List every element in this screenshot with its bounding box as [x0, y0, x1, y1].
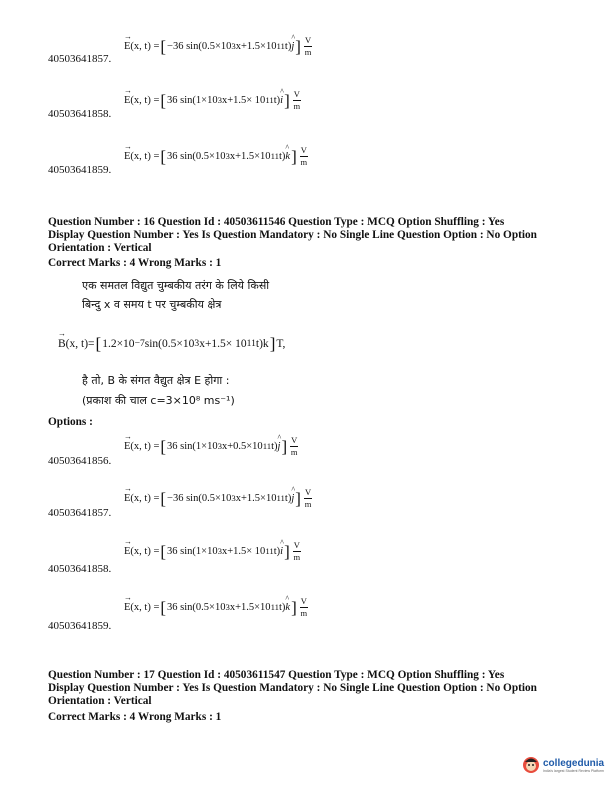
- q16-text-line2: बिन्दु x व समय t पर चुम्बकीय क्षेत्र: [82, 298, 222, 311]
- option-equation: [124, 541, 301, 561]
- option-equation: [124, 90, 301, 110]
- unit-fraction: [304, 36, 312, 56]
- unit-num: V: [304, 487, 312, 497]
- bracket-close: ]: [284, 541, 290, 561]
- unit-vector: ^ j: [291, 493, 294, 504]
- mid: x+1.5× 10: [221, 545, 266, 557]
- b-field-lhs: → B(x, t)=: [58, 338, 95, 350]
- tail: t): [273, 545, 281, 557]
- mid: x+1.5×10: [229, 601, 271, 613]
- bracket-open: [: [160, 436, 167, 456]
- coef: 36 sin(0.5×10: [167, 150, 226, 162]
- q16-meta-line1: Question Number : 16 Question Id : 40503611546 Question Type : MCQ Option Shuffling : Yes: [48, 216, 505, 228]
- e-field-lhs: → E(x, t) =: [124, 602, 159, 613]
- option-id[interactable]: 40503641859.: [48, 620, 112, 632]
- q16-text-line4: (प्रकाश की चाल c=3×10⁸ ms⁻¹): [82, 394, 235, 407]
- option-id[interactable]: 40503641859.: [48, 164, 112, 176]
- exp1: 3: [217, 95, 222, 105]
- bracket-close: ]: [281, 436, 288, 456]
- unit-vector: ^ k: [285, 602, 290, 613]
- option-id[interactable]: 40503641858.: [48, 563, 112, 575]
- option-equation: [124, 146, 308, 166]
- tail: t): [273, 94, 281, 106]
- q16-text-line1: एक समतल विद्युत चुम्बकीय तरंग के लिये किसी: [82, 279, 270, 292]
- tail: t): [284, 492, 292, 504]
- e-field-lhs: → E(x, t) =: [124, 493, 159, 504]
- collegedunia-logo: [522, 756, 604, 774]
- bracket-open: [: [160, 541, 167, 561]
- tail: t): [284, 40, 292, 52]
- option-equation: [124, 597, 308, 617]
- exp2: 11: [270, 602, 279, 612]
- option-equation: [124, 36, 312, 56]
- mid: x+1.5×10: [235, 492, 277, 504]
- exp2: 11: [270, 151, 279, 161]
- bracket-open: [: [160, 488, 167, 508]
- q16-meta-line2: Display Question Number : Yes Is Question Mandatory : No Single Line Question Option : No Option: [48, 229, 537, 241]
- unit-num: V: [293, 540, 300, 550]
- bracket-close: ]: [295, 488, 301, 508]
- b-field-equation: [58, 335, 285, 352]
- exp2: 11: [262, 441, 272, 451]
- option-id[interactable]: 40503641856.: [48, 455, 112, 467]
- unit-vector: ^ j: [278, 441, 281, 452]
- q16-meta-line3: Orientation : Vertical: [48, 242, 152, 254]
- exp1: 3: [231, 41, 236, 51]
- unit-fraction: [300, 597, 308, 617]
- coef: 36 sin(1×10: [167, 440, 218, 452]
- tail: t): [271, 440, 278, 452]
- unit-num: V: [300, 596, 307, 606]
- unit-den: m: [304, 46, 312, 57]
- unit-fraction: [293, 90, 301, 110]
- e-field-lhs: → E(x, t) =: [124, 41, 159, 52]
- tail: t): [279, 150, 286, 162]
- exp2: 11: [265, 546, 274, 556]
- exp1: 3: [231, 493, 236, 503]
- options-label: Options :: [48, 416, 93, 428]
- unit-den: m: [293, 100, 301, 111]
- unit-num: V: [291, 435, 298, 445]
- bracket-close: ]: [291, 146, 297, 166]
- q17-meta-line2: Display Question Number : Yes Is Question Mandatory : No Single Line Question Option : No Option: [48, 682, 537, 694]
- exp1: 3: [225, 602, 230, 612]
- unit-den: m: [300, 607, 308, 618]
- exp1: 3: [217, 441, 222, 451]
- e-field-lhs: → E(x, t) =: [124, 546, 159, 557]
- unit-vector: ^ j: [291, 41, 294, 52]
- unit-fraction: [293, 541, 301, 561]
- option-id[interactable]: 40503641858.: [48, 108, 112, 120]
- unit-den: m: [290, 446, 298, 457]
- unit-den: m: [293, 551, 301, 562]
- logo-text: collegedunia: [543, 757, 605, 769]
- unit-num: V: [300, 145, 307, 155]
- q17-marks: Correct Marks : 4 Wrong Marks : 1: [48, 711, 222, 723]
- e-field-lhs: → E(x, t) =: [124, 95, 159, 106]
- q16-marks: Correct Marks : 4 Wrong Marks : 1: [48, 257, 222, 269]
- coef: 36 sin(0.5×10: [167, 601, 226, 613]
- unit-fraction: [304, 488, 312, 508]
- option-id[interactable]: 40503641857.: [48, 53, 112, 65]
- exp1: 3: [217, 546, 222, 556]
- bracket-close: ]: [269, 334, 276, 353]
- b-exp1: 3: [194, 338, 200, 349]
- option-equation: [124, 436, 298, 456]
- bracket-open: [: [160, 36, 167, 56]
- coef: −36 sin(0.5×10: [167, 40, 232, 52]
- mid: x+1.5× 10: [221, 94, 266, 106]
- unit-num: V: [293, 89, 300, 99]
- b-mid2: x+1.5× 10: [199, 337, 247, 350]
- option-id[interactable]: 40503641857.: [48, 507, 112, 519]
- b-unit: T,: [276, 337, 286, 350]
- unit-vector: ^ i: [280, 95, 283, 106]
- bracket-open: [: [160, 90, 167, 110]
- q17-meta-line1: Question Number : 17 Question Id : 40503611547 Question Type : MCQ Option Shuffling : Yes: [48, 669, 505, 681]
- bracket-open: [: [95, 334, 102, 353]
- b-mid1: sin(0.5×10: [144, 337, 195, 350]
- option-equation: [124, 488, 312, 508]
- exp2: 11: [276, 41, 285, 51]
- b-tail: t)k: [255, 337, 269, 350]
- coef: −36 sin(0.5×10: [167, 492, 232, 504]
- bracket-open: [: [160, 146, 167, 166]
- e-field-lhs: → E(x, t) =: [124, 151, 159, 162]
- b-exp0: −7: [134, 338, 145, 349]
- mid: x+1.5×10: [235, 40, 277, 52]
- b-exp2: 11: [246, 338, 256, 349]
- mid: x+0.5×10: [221, 440, 263, 452]
- q17-meta-line3: Orientation : Vertical: [48, 695, 152, 707]
- q16-text-line3: है तो, B के संगत वैद्युत क्षेत्र E होगा :: [82, 374, 230, 387]
- exp2: 11: [265, 95, 274, 105]
- unit-vector: ^ k: [285, 151, 290, 162]
- unit-fraction: [300, 146, 308, 166]
- logo-tagline: India's largest Student Review Platform: [543, 768, 604, 773]
- mascot-icon: [522, 756, 540, 774]
- unit-den: m: [300, 156, 308, 167]
- b-coef: 1.2×10: [102, 337, 135, 350]
- mid: x+1.5×10: [229, 150, 271, 162]
- tail: t): [279, 601, 286, 613]
- unit-fraction: [290, 436, 298, 456]
- coef: 36 sin(1×10: [167, 545, 218, 557]
- e-field-lhs: → E(x, t) =: [124, 441, 159, 452]
- bracket-close: ]: [284, 90, 290, 110]
- unit-vector: ^ i: [280, 546, 283, 557]
- exp2: 11: [276, 493, 285, 503]
- unit-num: V: [304, 35, 312, 45]
- coef: 36 sin(1×10: [167, 94, 218, 106]
- exp1: 3: [225, 151, 230, 161]
- bracket-close: ]: [295, 36, 301, 56]
- bracket-open: [: [160, 597, 167, 617]
- unit-den: m: [304, 498, 312, 509]
- bracket-close: ]: [291, 597, 297, 617]
